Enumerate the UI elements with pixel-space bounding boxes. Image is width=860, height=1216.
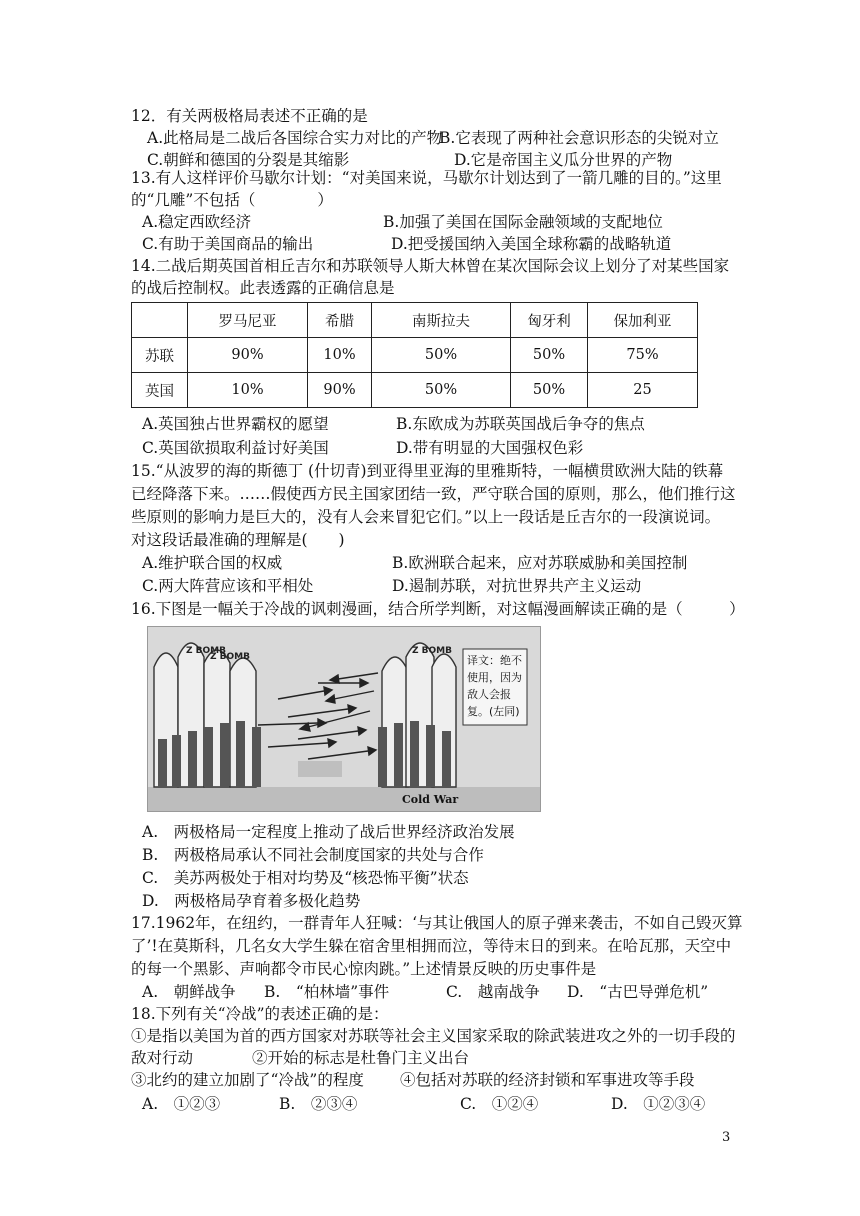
table-header-cell: 匈牙利 xyxy=(511,303,588,338)
note-line: 使用，因为 xyxy=(467,671,522,684)
q13-stem-line2: 的“几雕”不包括（ ） xyxy=(131,191,333,209)
bomb-label: Z BOMB xyxy=(186,646,226,656)
table-header-row xyxy=(132,303,698,338)
q16-stem: 16.下图是一幅关于冷战的讽刺漫画，结合所学判断，对这幅漫画解读正确的是（ ） xyxy=(131,600,745,618)
q16-option-d: D. 两极格局孕育着多极化趋势 xyxy=(142,892,361,910)
table-cell: 25 xyxy=(588,373,698,408)
q18-option-c: C. ①②④ xyxy=(460,1095,539,1113)
q14-option-b: B.东欧成为苏联英国战后争夺的焦点 xyxy=(396,415,645,433)
q16-option-a: A. 两极格局一定程度上推动了战后世界经济政治发展 xyxy=(142,823,515,841)
q18-option-a: A. ①②③ xyxy=(142,1095,221,1113)
q13-stem-line1: 13.有人这样评价马歇尔计划：“对美国来说，马歇尔计划达到了一箭几雕的目的。”这里 xyxy=(131,169,722,187)
q18-stem: 18.下列有关“冷战”的表述正确的是： xyxy=(131,1005,389,1023)
control-ratio-table xyxy=(131,302,698,408)
table-cell: 英国 xyxy=(132,373,188,408)
q13-option-d: D.把受援国纳入美国全球称霸的战略轨道 xyxy=(391,235,672,253)
q12-option-c: C.朝鲜和德国的分裂是其缩影 xyxy=(147,151,350,169)
q12-option-a: A.此格局是二战后各国综合实力对比的产物 xyxy=(147,129,443,147)
note-line: 译文：绝不 xyxy=(467,654,522,667)
q12-option-d: D.它是帝国主义瓜分世界的产物 xyxy=(454,151,673,169)
table-cell: 50% xyxy=(511,338,588,373)
table-header-cell xyxy=(132,303,188,338)
table-cell: 50% xyxy=(511,373,588,408)
q13-option-a: A.稳定西欧经济 xyxy=(142,213,252,231)
cartoon-illustration xyxy=(148,627,540,811)
q17-option-b: B. “柏林墙”事件 xyxy=(264,983,390,1001)
q15-stem-line4: 对这段话最准确的理解是( ) xyxy=(131,531,345,549)
q16-option-c: C. 美苏两极处于相对均势及“核恐怖平衡”状态 xyxy=(142,869,469,887)
q14-stem-line1: 14.二战后期英国首相丘吉尔和苏联领导人斯大林曾在某次国际会议上划分了对某些国家 xyxy=(131,257,730,275)
q14-option-d: D.带有明显的大国强权色彩 xyxy=(396,439,584,457)
q18-statement-3: ③北约的建立加剧了“冷战”的程度 xyxy=(131,1071,364,1089)
q14-stem-line2: 的战后控制权。此表透露的正确信息是 xyxy=(131,279,395,297)
q13-option-b: B.加强了美国在国际金融领域的支配地位 xyxy=(383,213,663,231)
table-cell: 10% xyxy=(308,338,372,373)
q18-statement-4: ④包括对苏联的经济封锁和军事进攻等手段 xyxy=(400,1071,695,1089)
q18-statement-2: ②开始的标志是杜鲁门主义出台 xyxy=(252,1049,470,1067)
q17-stem-line2: 了’!在莫斯科，几名女大学生躲在宿舍里相拥而泣，等待末日的到来。在哈瓦那，天空中 xyxy=(131,937,732,955)
table-row xyxy=(132,373,698,408)
table-cell: 10% xyxy=(188,373,308,408)
q12-option-b: B.它表现了两种社会意识形态的尖锐对立 xyxy=(439,129,719,147)
page-number: 3 xyxy=(722,1130,731,1145)
table-header-cell: 罗马尼亚 xyxy=(188,303,308,338)
note-line: 复。(左同) xyxy=(467,705,520,718)
q17-stem-line1: 17.1962年，在纽约，一群青年人狂喊：‘与其让俄国人的原子弹来袭击，不如自己毁灭算 xyxy=(131,914,743,932)
q15-option-b: B.欧洲联合起来，应对苏联威胁和美国控制 xyxy=(392,554,688,572)
note-line: 敌人会报 xyxy=(467,688,511,701)
bomb-label: Z BOMB xyxy=(210,652,250,662)
q17-option-d: D. “古巴导弹危机” xyxy=(567,983,709,1001)
table-cell: 50% xyxy=(372,373,511,408)
table-row xyxy=(132,338,698,373)
cartoon-caption: Cold War xyxy=(402,793,459,806)
q18-statement-1: ①是指以美国为首的西方国家对苏联等社会主义国家采取的除武装进攻之外的一切手段的 xyxy=(131,1027,736,1045)
q16-option-b: B. 两极格局承认不同社会制度国家的共处与合作 xyxy=(142,846,484,864)
q14-option-c: C.英国欲损取利益讨好美国 xyxy=(142,439,329,457)
q13-option-c: C.有助于美国商品的输出 xyxy=(142,235,314,253)
q15-stem-line2: 已经降落下来。……假使西方民主国家团结一致，严守联合国的原则，那么，他们推行这 xyxy=(131,485,736,503)
table-header-cell: 南斯拉夫 xyxy=(372,303,511,338)
table-header-cell: 希腊 xyxy=(308,303,372,338)
q18-statement-1-cont: 敌对行动 xyxy=(131,1049,194,1067)
table-cell: 50% xyxy=(372,338,511,373)
q15-option-c: C.两大阵营应该和平相处 xyxy=(142,577,314,595)
q14-option-a: A.英国独占世界霸权的愿望 xyxy=(142,415,329,433)
q12-stem: 12．有关两极格局表述不正确的是 xyxy=(131,107,368,125)
table-cell: 苏联 xyxy=(132,338,188,373)
q17-option-a: A. 朝鲜战争 xyxy=(142,983,236,1001)
table-cell: 75% xyxy=(588,338,698,373)
q17-stem-line3: 的每一个黑影、声响都令市民心惊肉跳。”上述情景反映的历史事件是 xyxy=(131,960,597,978)
bomb-label: Z BOMB xyxy=(412,646,452,656)
q15-stem-line1: 15.“从波罗的海的斯德丁 (什切青)到亚得里亚海的里雅斯特，一幅横贯欧洲大陆的铁幕 xyxy=(131,462,724,480)
table-cell: 90% xyxy=(188,338,308,373)
q15-stem-line3: 些原则的影响力是巨大的，没有人会来冒犯它们。”以上一段话是丘吉尔的一段演说词。 xyxy=(131,508,721,526)
table-cell: 90% xyxy=(308,373,372,408)
cold-war-cartoon xyxy=(147,626,541,812)
q18-option-d: D. ①②③④ xyxy=(611,1095,706,1113)
q15-option-a: A.维护联合国的权威 xyxy=(142,554,283,572)
table-header-cell: 保加利亚 xyxy=(588,303,698,338)
q17-option-c: C. 越南战争 xyxy=(446,983,540,1001)
q15-option-d: D.遏制苏联，对抗世界共产主义运动 xyxy=(392,577,642,595)
q18-option-b: B. ②③④ xyxy=(279,1095,358,1113)
